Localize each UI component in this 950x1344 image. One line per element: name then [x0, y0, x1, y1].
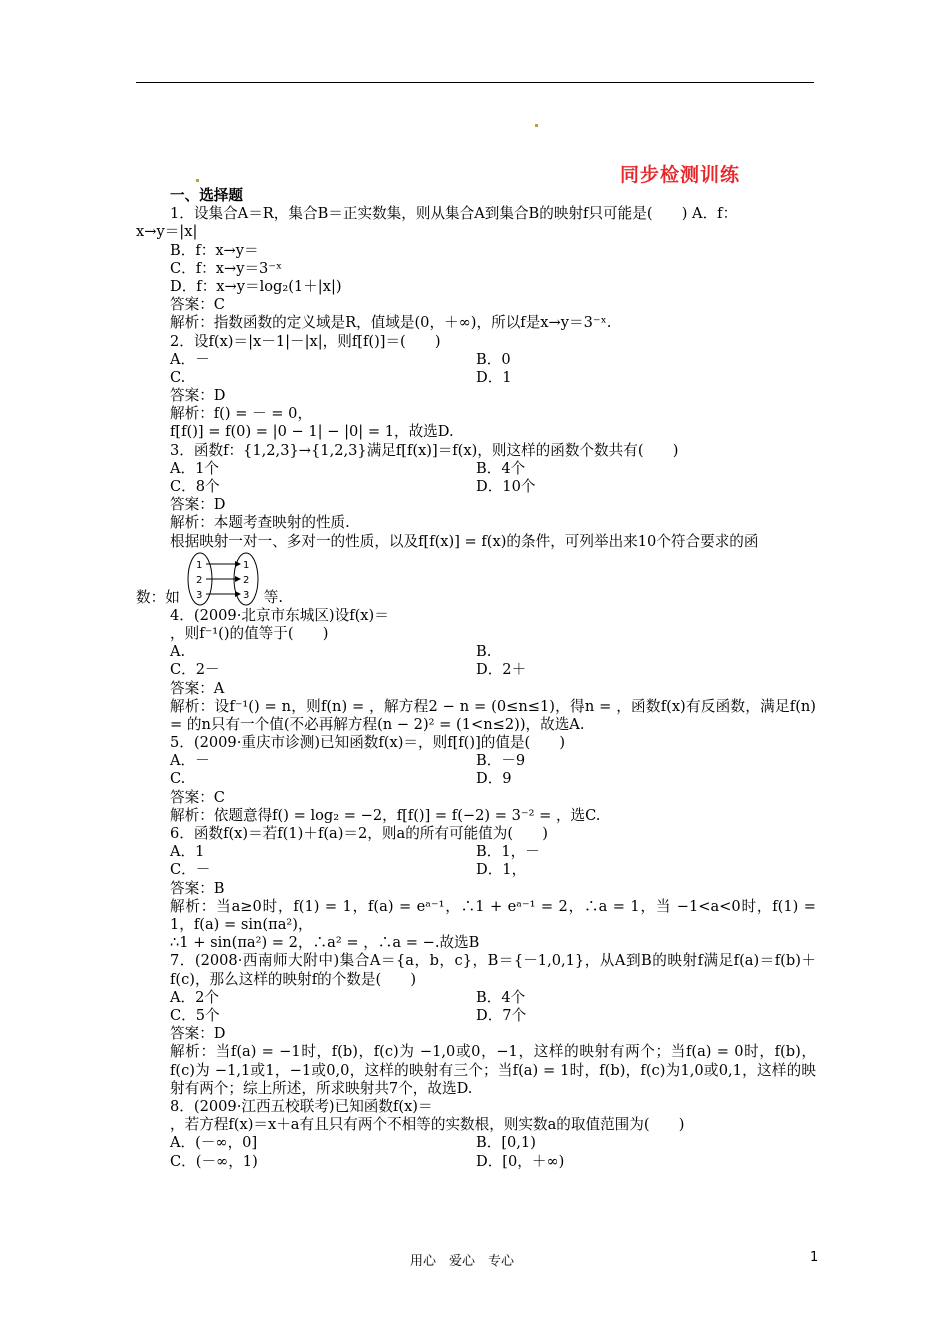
option-row: A．2个 B．4个: [170, 988, 526, 1006]
mapping-figure-line: [136, 551, 816, 607]
answer-line: 答案：B: [170, 879, 225, 897]
question-line: 5．(2009·重庆市诊测)已知函数f(x)＝，则f[f()]的值是( ): [170, 734, 566, 752]
domain-label: 3: [195, 589, 203, 601]
analysis-line: 解析：指数函数的定义域是R，值域是(0，＋∞)，所以f是x→y＝3⁻ˣ.: [170, 314, 612, 332]
answer-line: 答案：D: [170, 1025, 226, 1043]
option-line: C．f：x→y＝3⁻ˣ: [170, 259, 283, 277]
option-row: C. D．9: [170, 770, 512, 788]
answer-line: 答案：C: [170, 296, 225, 314]
option-row: C．8个 D．10个: [170, 478, 536, 495]
header-rule: [136, 82, 814, 83]
question-paragraph: 7．(2008·西南师大附中)集合A＝{a，b，c}，B＝{－1,0,1}，从A到B的映射f满足f(a)＝f(b)＋f(c)，那么这样的映射f的个数是( ): [170, 952, 816, 988]
answer-line: 答案：C: [170, 788, 225, 806]
answer-line: 答案：A: [170, 679, 225, 697]
option-row: C．－ D．1，: [170, 861, 527, 879]
domain-label: 1: [195, 559, 203, 571]
option-row: C. D．1: [170, 368, 512, 386]
codomain-label: 3: [242, 589, 250, 601]
question-line: 6．函数f(x)＝若f(1)＋f(a)＝2，则a的所有可能值为( ): [170, 825, 548, 843]
answer-line: 答案：D: [170, 387, 226, 405]
question-line: 4．(2009·北京市东城区)设f(x)＝: [170, 606, 389, 624]
decorative-dot: [535, 124, 538, 127]
question-line: 2．设f(x)＝|x－1|－|x|，则f[f()]＝( ): [170, 332, 441, 350]
option-row: A．1 B．1，－: [170, 843, 540, 861]
codomain-label: 1: [242, 559, 250, 571]
analysis-line: 解析：f() = － = 0，: [170, 405, 313, 423]
option-line: B．f：x→y＝: [170, 241, 259, 259]
page-title: 同步检测训练: [620, 164, 741, 186]
option-row: A．1个 B．4个: [170, 459, 526, 477]
decorative-dot: [196, 179, 199, 182]
option-row: A. B.: [170, 643, 492, 661]
question-line: ，若方程f(x)＝x＋a有且只有两个不相等的实数根，则实数a的取值范围为( ): [170, 1116, 685, 1134]
domain-label: 2: [195, 574, 203, 586]
mapping-diagram: [186, 551, 260, 607]
analysis-line: ∴1 + sin(πa²) = 2，∴a² = ，∴a = −.故选B: [170, 934, 480, 952]
option-row: A．－ B．－9: [170, 752, 526, 770]
option-row: C．2－ D．2＋: [170, 661, 527, 679]
question-line: ，则f⁻¹()的值等于( ): [170, 624, 329, 642]
analysis-line: 根据映射一对一、多对一的性质，以及f[f(x)] = f(x)的条件，可列举出来10个符合要求的函: [170, 532, 759, 550]
question-line: 1．设集合A＝R，集合B＝正实数集，则从集合A到集合B的映射f只可能是( ) A．f：: [170, 205, 738, 223]
analysis-paragraph: 解析：设f⁻¹() = n，则f(n) = ，解方程2 − n = (0≤n≤1)，得n = ，函数f(x)有反函数，满足f(n) = 的n只有一个值(不必再解方程(n − 2)² = (1<n≤2))，故选A.: [170, 697, 816, 733]
codomain-label: 2: [242, 574, 250, 586]
answer-line: 答案：D: [170, 496, 226, 514]
section-heading: 一、选择题: [170, 187, 243, 204]
option-row: C．(－∞，1) D．[0，＋∞): [170, 1152, 565, 1170]
footer-slogan: 用心 爱心 专心: [410, 1254, 515, 1269]
analysis-line: 解析：依题意得f() = log₂ = −2，f[f()] = f(−2) = 3⁻² = ，选C.: [170, 806, 601, 824]
question-line: x→y＝|x|: [136, 223, 198, 241]
analysis-line: 解析：本题考查映射的性质.: [170, 514, 350, 532]
figure-suffix: 等.: [263, 588, 284, 606]
question-line: 8．(2009·江西五校联考)已知函数f(x)＝: [170, 1097, 433, 1115]
option-line: D．f：x→y＝log₂(1＋|x|): [170, 277, 342, 295]
option-row: A．－ B．0: [170, 350, 511, 368]
analysis-line: f[f()] = f(0) = |0 − 1| − |0| = 1，故选D.: [170, 423, 454, 441]
document-body: [136, 187, 816, 1171]
analysis-paragraph: 解析：当a≥0时，f(1) = 1，f(a) = eᵃ⁻¹，∴1 + eᵃ⁻¹ = 2，∴a = 1，当 −1<a<0时，f(1) = 1，f(a) = sin(πa²)，: [170, 897, 816, 933]
question-line: 3．函数f：{1,2,3}→{1,2,3}满足f[f(x)]＝f(x)，则这样的函数个数共有( ): [170, 441, 679, 459]
page-number: 1: [810, 1250, 819, 1265]
figure-prefix: 数：如: [136, 588, 180, 606]
analysis-paragraph: 解析：当f(a) = −1时，f(b)，f(c)为 −1,0或0，−1，这样的映射有两个；当f(a) = 0时，f(b)，f(c)为 −1,1或1，−1或0,0，这样的映射有三个；当f(a) = 1时，f(b)，f(c)为1,0或0,1，这样的映射有两个；综上所述，所求映射共7个，故选D.: [170, 1043, 816, 1097]
option-row: A．(－∞，0] B．[0,1): [170, 1134, 536, 1152]
option-row: C．5个 D．7个: [170, 1006, 527, 1024]
